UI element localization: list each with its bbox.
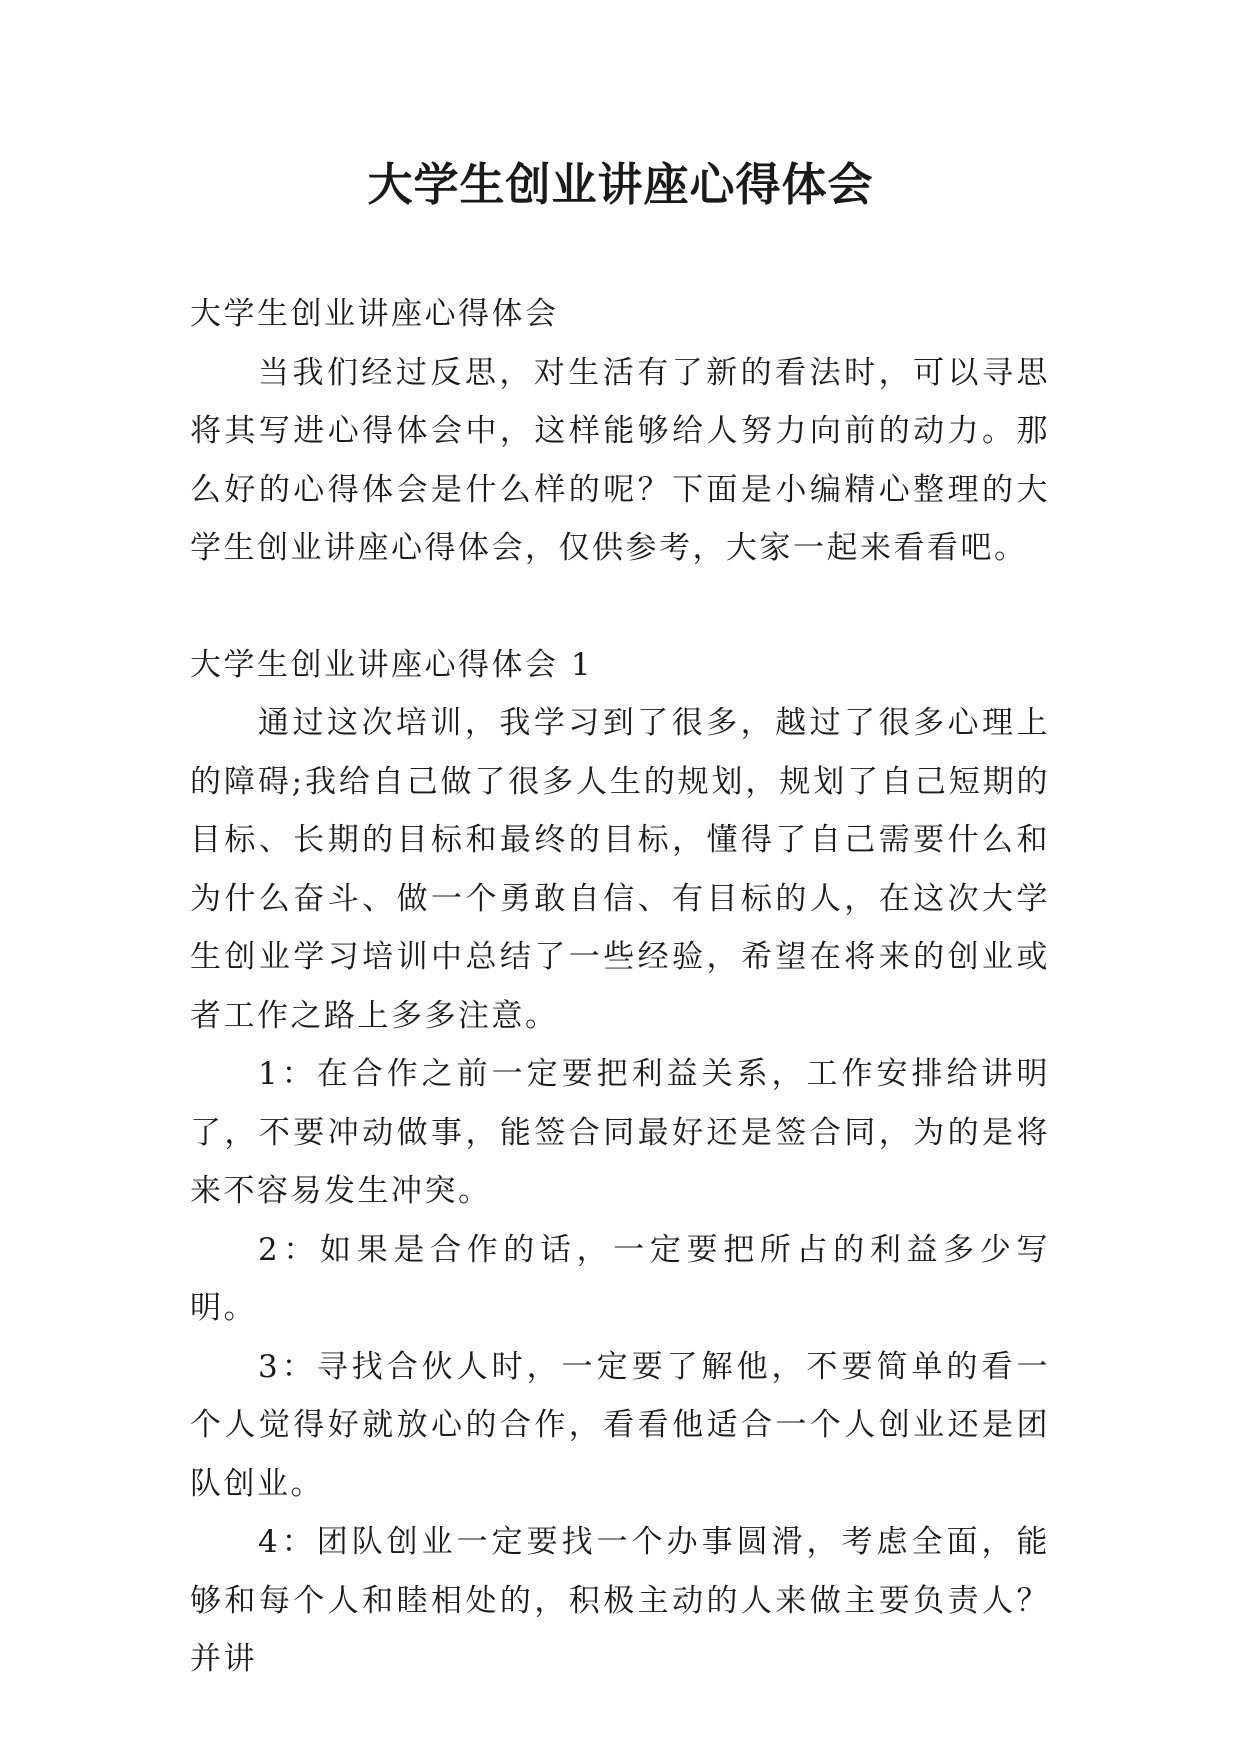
document-subtitle: 大学生创业讲座心得体会: [190, 296, 559, 332]
document-body: [190, 285, 1050, 1689]
body-paragraph: 4：团队创业一定要找一个办事圆滑，考虑全面，能够和每个人和睦相处的，积极主动的人来做主要负责人？并讲: [190, 1524, 1050, 1677]
body-paragraph: 2：如果是合作的话，一定要把所占的利益多少写明。: [190, 1231, 1050, 1326]
body-paragraph: 3：寻找合伙人时，一定要了解他，不要简单的看一个人觉得好就放心的合作，看看他适合一个人创业还是团队创业。: [190, 1348, 1050, 1502]
document-title: 大学生创业讲座心得体会: [367, 158, 874, 211]
intro-paragraph: 当我们经过反思，对生活有了新的看法时，可以寻思将其写进心得体会中，这样能够给人努力向前的动力。那么好的心得体会是什么样的呢？下面是小编精心整理的大学生创业讲座心得体会，仅供参考，大家一起来看看吧。: [190, 354, 1050, 566]
body-paragraph: 1：在合作之前一定要把利益关系，工作安排给讲明了，不要冲动做事，能签合同最好还是签合同，为的是将来不容易发生冲突。: [190, 1056, 1050, 1209]
section-heading: 大学生创业讲座心得体会 1: [190, 646, 594, 683]
section-spacer: [190, 578, 1050, 636]
body-paragraph: 通过这次培训，我学习到了很多，越过了很多心理上的障碍;我给自己做了很多人生的规划，规划了自己短期的目标、长期的目标和最终的目标，懂得了自己需要什么和为什么奋斗、做一个勇敢自信、有目标的人，在这次大学生创业学习培训中总结了一些经验，希望在将来的创业或者工作之路上多多注意。: [190, 705, 1050, 1034]
